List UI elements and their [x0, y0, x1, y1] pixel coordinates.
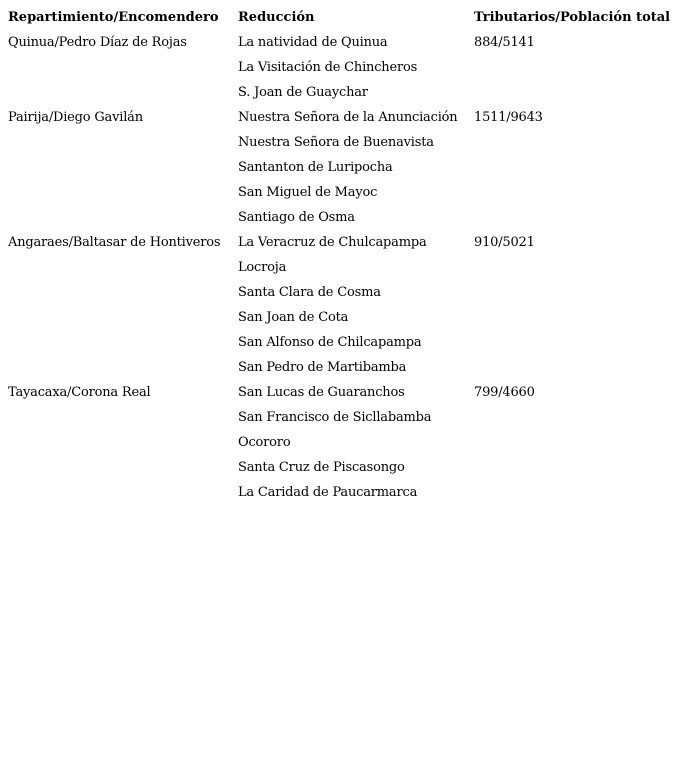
cell-reduccion: San Alfonso de Chilcapampa: [238, 335, 422, 350]
cell-tributarios: [471, 455, 673, 480]
cell-tributarios: [471, 355, 673, 380]
cell-reduccion: San Pedro de Martibamba: [238, 360, 407, 375]
cell-repartimiento: [5, 280, 235, 305]
table-row: [5, 355, 673, 380]
table-row: [5, 80, 673, 105]
cell-repartimiento: Angaraes/Baltasar de Hontiveros: [8, 235, 221, 250]
cell-reduccion: San Miguel de Mayoc: [238, 185, 378, 200]
cell-repartimiento: [5, 455, 235, 480]
header-repartimiento: Repartimiento/Encomendero: [8, 10, 219, 25]
table-row: [5, 155, 673, 180]
cell-tributarios: [471, 55, 673, 80]
table-row: [5, 405, 673, 430]
cell-reduccion: S. Joan de Guaychar: [238, 85, 368, 100]
cell-reduccion: San Francisco de Sicllabamba: [238, 410, 432, 425]
cell-repartimiento: [5, 430, 235, 455]
cell-repartimiento: [5, 330, 235, 355]
cell-reduccion: La Veracruz de Chulcapampa: [238, 235, 427, 250]
cell-tributarios: [471, 330, 673, 355]
table-row: [5, 380, 673, 405]
cell-repartimiento: [5, 355, 235, 380]
cell-repartimiento: Pairija/Diego Gavilán: [8, 110, 143, 125]
cell-repartimiento: [5, 480, 235, 505]
cell-reduccion: La natividad de Quinua: [238, 35, 388, 50]
table-body: [5, 30, 673, 505]
table-row: [5, 480, 673, 505]
cell-repartimiento: [5, 305, 235, 330]
cell-repartimiento: [5, 155, 235, 180]
cell-repartimiento: [5, 405, 235, 430]
table-row: [5, 255, 673, 280]
table-row: [5, 430, 673, 455]
cell-tributarios: [471, 80, 673, 105]
reducciones-table: [5, 5, 673, 505]
cell-repartimiento: [5, 130, 235, 155]
cell-reduccion: Santa Cruz de Piscasongo: [238, 460, 405, 475]
header-tributarios: Tributarios/Población total: [474, 10, 671, 25]
cell-repartimiento: [5, 180, 235, 205]
cell-tributarios: [471, 305, 673, 330]
cell-reduccion: Santanton de Luripocha: [238, 160, 393, 175]
cell-reduccion: La Visitación de Chincheros: [238, 60, 418, 75]
cell-repartimiento: [5, 255, 235, 280]
cell-tributarios: 799/4660: [474, 385, 535, 400]
table-header-row: [5, 5, 673, 30]
cell-reduccion: San Lucas de Guaranchos: [238, 385, 405, 400]
cell-reduccion: Ocororo: [238, 435, 291, 450]
cell-tributarios: 1511/9643: [474, 110, 543, 125]
cell-reduccion: Nuestra Señora de la Anunciación: [238, 110, 458, 125]
table-row: [5, 305, 673, 330]
cell-repartimiento: [5, 205, 235, 230]
table-row: [5, 330, 673, 355]
table-row: [5, 105, 673, 130]
table-row: [5, 55, 673, 80]
cell-tributarios: [471, 205, 673, 230]
cell-repartimiento: Tayacaxa/Corona Real: [8, 385, 151, 400]
cell-reduccion: La Caridad de Paucarmarca: [238, 485, 418, 500]
cell-tributarios: [471, 280, 673, 305]
cell-reduccion: Locroja: [238, 260, 287, 275]
cell-tributarios: [471, 255, 673, 280]
cell-reduccion: Santiago de Osma: [238, 210, 355, 225]
table-row: [5, 205, 673, 230]
cell-reduccion: San Joan de Cota: [238, 310, 349, 325]
cell-tributarios: 884/5141: [474, 35, 535, 50]
cell-repartimiento: Quinua/Pedro Díaz de Rojas: [8, 35, 187, 50]
cell-repartimiento: [5, 80, 235, 105]
cell-repartimiento: [5, 55, 235, 80]
table-row: [5, 130, 673, 155]
cell-tributarios: [471, 155, 673, 180]
cell-tributarios: [471, 130, 673, 155]
table-row: [5, 30, 673, 55]
cell-tributarios: [471, 430, 673, 455]
table-row: [5, 280, 673, 305]
cell-tributarios: 910/5021: [474, 235, 535, 250]
cell-tributarios: [471, 405, 673, 430]
table-row: [5, 180, 673, 205]
cell-tributarios: [471, 480, 673, 505]
table-row: [5, 455, 673, 480]
cell-reduccion: Nuestra Señora de Buenavista: [238, 135, 434, 150]
table-row: [5, 230, 673, 255]
header-reduccion: Reducción: [238, 10, 315, 25]
cell-tributarios: [471, 180, 673, 205]
cell-reduccion: Santa Clara de Cosma: [238, 285, 381, 300]
